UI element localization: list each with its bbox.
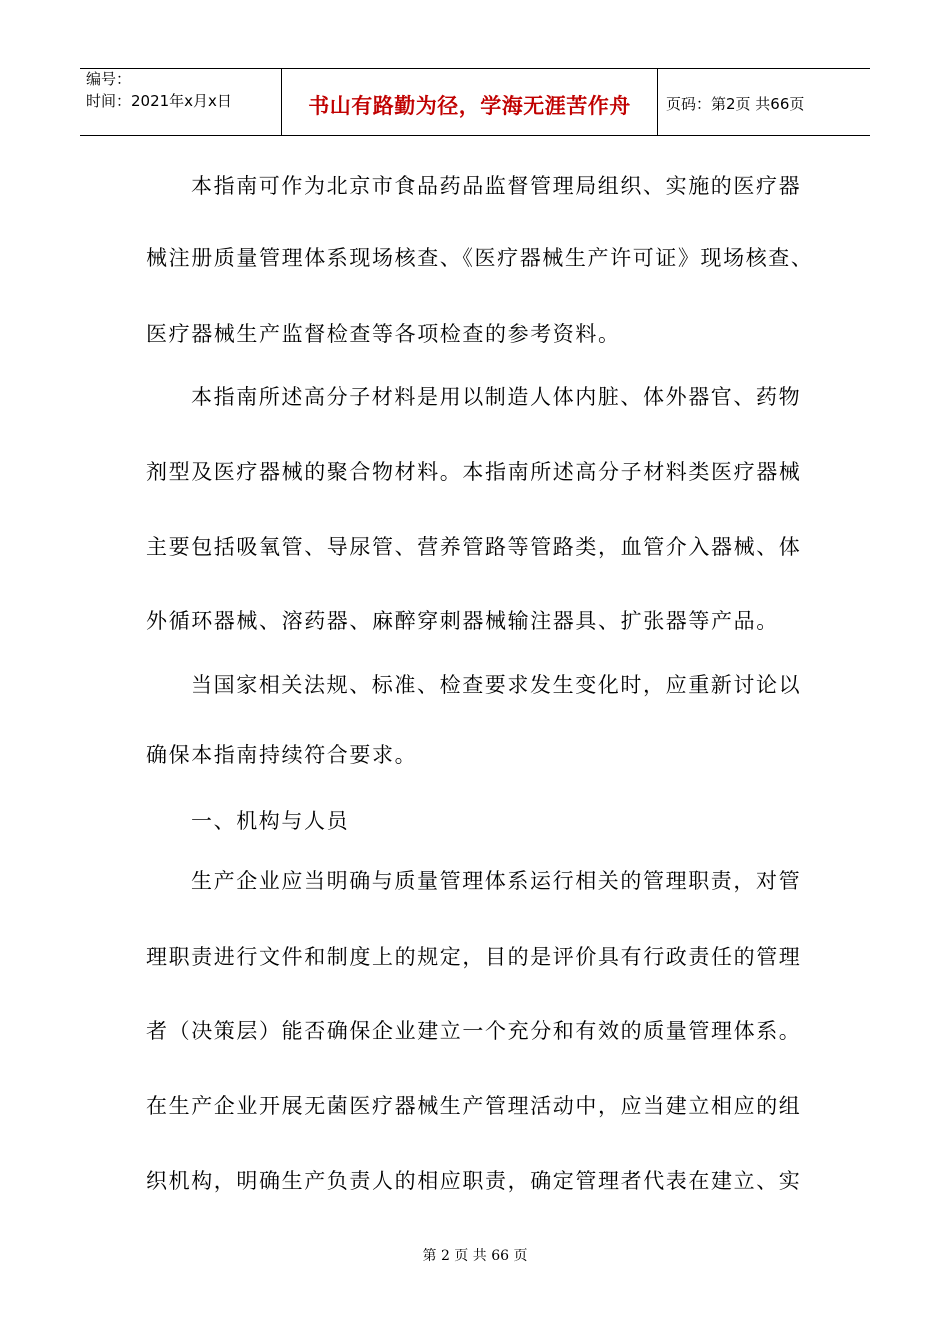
body-line: 生产企业应当明确与质量管理体系运行相关的管理职责，对管 — [191, 869, 802, 893]
body-line: 本指南所述高分子材料是用以制造人体内脏、体外器官、药物 — [191, 385, 802, 409]
body-line: 剂型及医疗器械的聚合物材料。本指南所述高分子材料类医疗器械 — [146, 460, 802, 484]
body-line: 医疗器械生产监督检查等各项检查的参考资料。 — [146, 322, 621, 346]
header-motto: 书山有路勤为径，学海无涯苦作舟 — [308, 94, 631, 118]
body-line: 确保本指南持续符合要求。 — [146, 743, 418, 767]
body-line: 械注册质量管理体系现场核查、《医疗器械生产许可证》现场核查、 — [146, 246, 814, 270]
document-date-label: 时间：2021年x月x日 — [86, 92, 232, 110]
section-heading: 一、机构与人员 — [191, 809, 350, 833]
body-line: 主要包括吸氧管、导尿管、营养管路等管路类，血管介入器械、体 — [146, 535, 802, 559]
document-number-label: 编号： — [86, 70, 132, 88]
header-page-cell — [658, 69, 870, 135]
body-line: 本指南可作为北京市食品药品监督管理局组织、实施的医疗器 — [191, 174, 802, 198]
body-line: 理职责进行文件和制度上的规定，目的是评价具有行政责任的管理 — [146, 945, 802, 969]
header-meta-cell — [80, 69, 282, 135]
header-motto-cell — [282, 69, 658, 135]
body-line: 在生产企业开展无菌医疗器械生产管理活动中，应当建立相应的组 — [146, 1094, 802, 1118]
body-line: 外循环器械、溶药器、麻醉穿刺器械输注器具、扩张器等产品。 — [146, 609, 779, 633]
body-line: 当国家相关法规、标准、检查要求发生变化时，应重新讨论以 — [191, 673, 802, 697]
body-line: 织机构，明确生产负责人的相应职责，确定管理者代表在建立、实 — [146, 1169, 802, 1193]
page-footer: 第 2 页 共 66 页 — [422, 1248, 528, 1264]
body-line: 者（决策层）能否确保企业建立一个充分和有效的质量管理体系。 — [146, 1019, 802, 1043]
header-page-info: 页码：第2页 共66页 — [666, 95, 805, 113]
document-header — [80, 68, 870, 136]
